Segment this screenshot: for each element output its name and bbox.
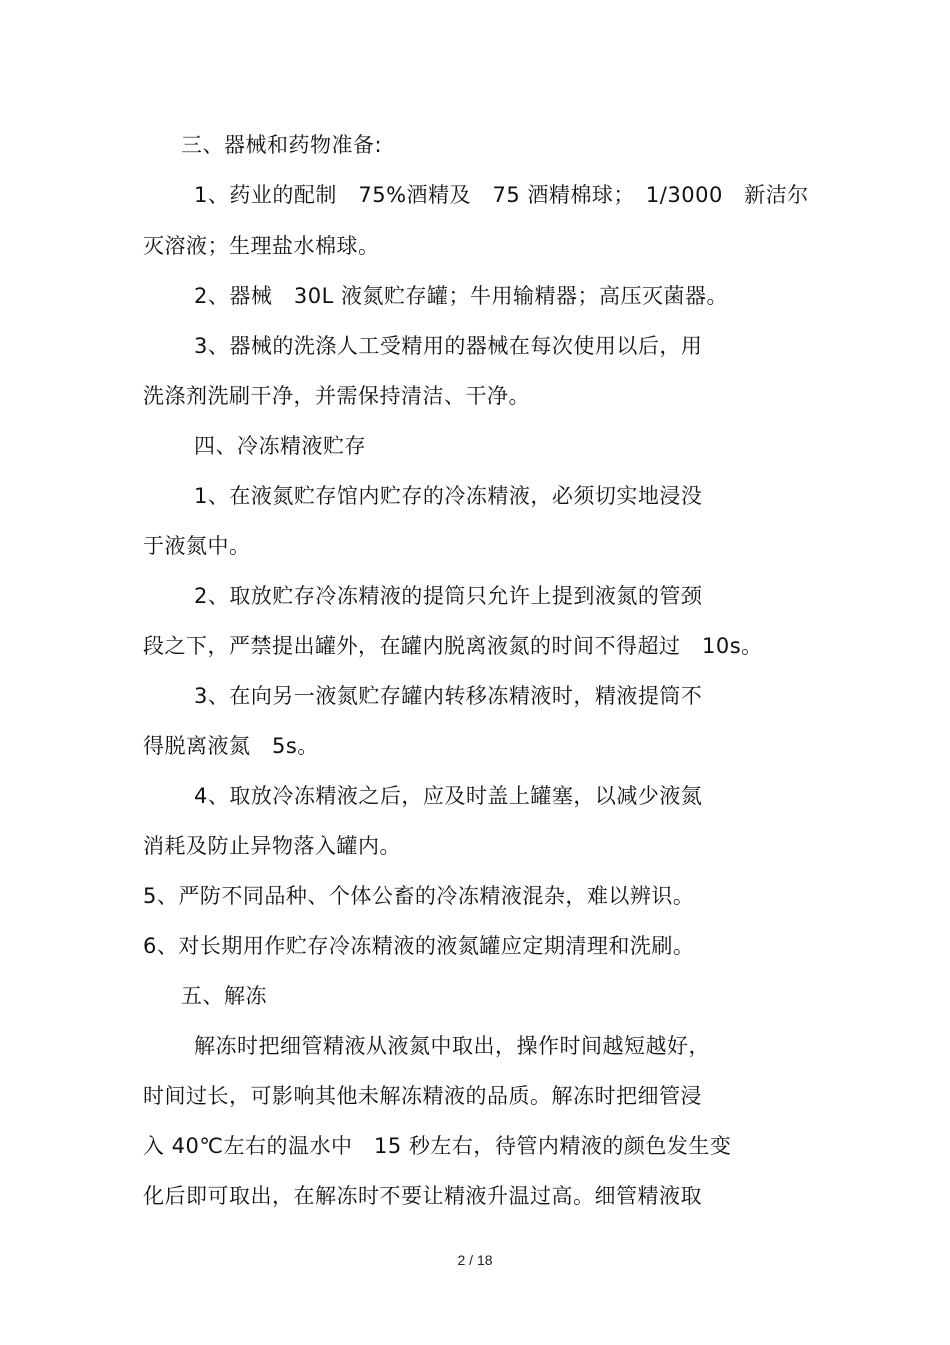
paragraph-line: 解冻时把细管精液从液氮中取出，操作时间越短越好，: [194, 1034, 710, 1058]
paragraph-line: 6、对长期用作贮存冷冻精液的液氮罐应定期清理和洗刷。: [143, 934, 695, 958]
paragraph-line: 入 40℃左右的温水中 15 秒左右，待管内精液的颜色发生变: [143, 1134, 732, 1158]
paragraph-line: 1、在液氮贮存馆内贮存的冷冻精液，必须切实地浸没: [194, 484, 703, 508]
page-number: 2 / 18: [457, 1252, 493, 1268]
paragraph-line: 化后即可取出，在解冻时不要让精液升温过高。细管精液取: [143, 1184, 702, 1208]
paragraph-line: 时间过长，可影响其他未解冻精液的品质。解冻时把细管浸: [143, 1084, 702, 1108]
paragraph-line: 5、严防不同品种、个体公畜的冷冻精液混杂，难以辨识。: [143, 884, 695, 908]
section-heading-thawing: 五、解冻: [181, 984, 267, 1008]
paragraph-line: 1、药业的配制 75%酒精及 75 酒精棉球； 1/3000 新洁尔: [194, 183, 809, 207]
paragraph-line: 4、取放冷冻精液之后，应及时盖上罐塞，以减少液氮: [194, 784, 703, 808]
paragraph-line: 3、器械的洗涤人工受精用的器械在每次使用以后，用: [194, 334, 703, 358]
section-heading-storage: 四、冷冻精液贮存: [194, 434, 366, 458]
paragraph-line: 洗涤剂洗刷干净，并需保持清洁、干净。: [143, 384, 530, 408]
paragraph-line: 消耗及防止异物落入罐内。: [143, 834, 401, 858]
paragraph-line: 灭溶液；生理盐水棉球。: [143, 234, 380, 258]
paragraph-line: 得脱离液氮 5s。: [143, 734, 319, 758]
paragraph-line: 2、器械 30L 液氮贮存罐；牛用输精器；高压灭菌器。: [194, 284, 728, 308]
paragraph-line: 于液氮中。: [143, 534, 251, 558]
section-heading-equipment: 三、器械和药物准备:: [181, 133, 383, 157]
paragraph-line: 2、取放贮存冷冻精液的提筒只允许上提到液氮的管颈: [194, 584, 703, 608]
paragraph-line: 段之下，严禁提出罐外，在罐内脱离液氮的时间不得超过 10s。: [143, 634, 763, 658]
paragraph-line: 3、在向另一液氮贮存罐内转移冻精液时，精液提筒不: [194, 684, 703, 708]
